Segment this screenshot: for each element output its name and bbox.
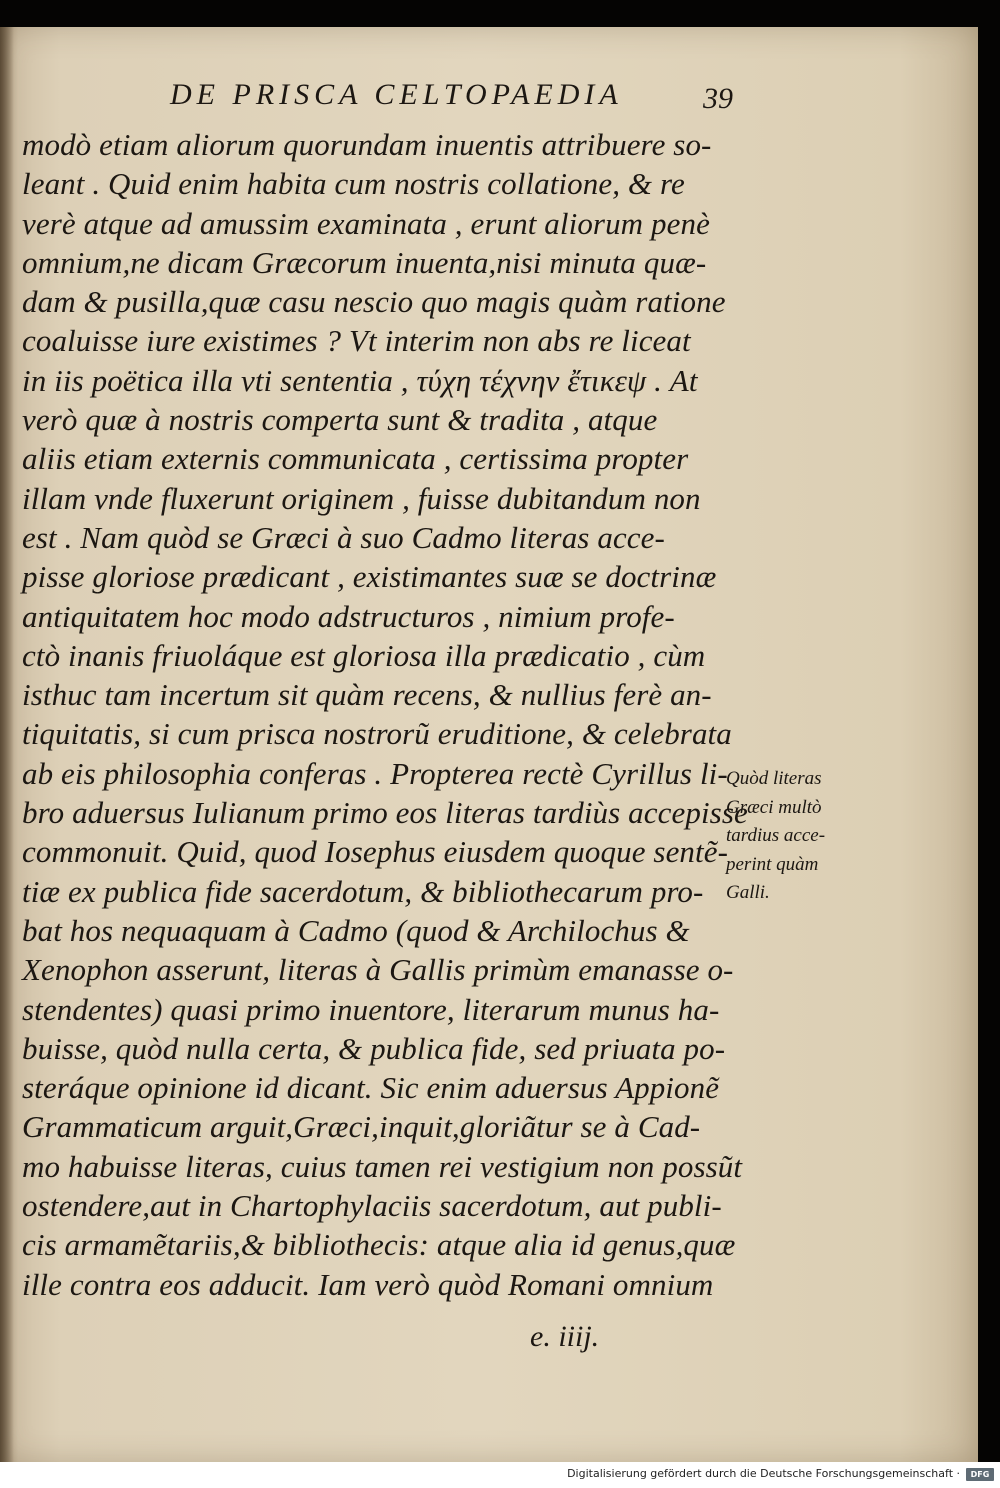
text-line: tiquitatis, si cum prisca nostrorũ eruditione, & celebrata (22, 716, 732, 752)
text-line: coaluisse iure existimes ? Vt interim non abs re liceat (22, 323, 691, 359)
text-line: bro aduersus Iulianum primo eos literas tardiùs accepisse (22, 795, 748, 831)
page-number: 39 (703, 82, 733, 115)
dfg-logo-text: DFG (970, 1470, 990, 1479)
text-line: in iis poëtica illa vti sententia , τύχη τέχνην ἔτικεψ . At (22, 362, 698, 398)
text-line: cis armamẽtariis,& bibliothecis: atque alia id genus,quæ (22, 1227, 736, 1263)
text-line: mo habuisse literas, cuius tamen rei vestigium non possũt (22, 1148, 743, 1184)
text-line: Grammaticum arguit,Græci,inquit,gloriãtur se à Cad- (22, 1109, 701, 1145)
text-line: isthuc tam incertum sit quàm recens, & nullius ferè an- (22, 677, 712, 713)
text-line: bat hos nequaquam à Cadmo (quod & Archilochus & (22, 912, 690, 948)
text-line: leant . Quid enim habita cum nostris collatione, & re (22, 166, 685, 202)
text-line: tiæ ex publica fide sacerdotum, & bibliothecarum pro- (22, 873, 704, 909)
text-line: ostendere,aut in Chartophylaciis sacerdotum, aut publi- (22, 1188, 722, 1224)
text-line: pisse gloriose prædicant , existimantes suæ se doctrinæ (22, 559, 717, 595)
text-line: commonuit. Quid, quod Iosephus eiusdem quoque sentẽ- (22, 834, 729, 870)
text-line: antiquitatem hoc modo adstructuros , nimium profe- (22, 598, 675, 634)
marginal-note-line: Galli. (726, 882, 770, 903)
text-line: verò quæ à nostris comperta sunt & tradita , atque (22, 402, 658, 438)
marginal-note-line: tardius acce- (726, 825, 826, 846)
text-line: modò etiam aliorum quorundam inuentis attribuere so- (22, 127, 712, 162)
text-line: omnium,ne dicam Græcorum inuenta,nisi minuta quæ- (22, 244, 707, 280)
body-text (22, 125, 748, 1304)
marginal-note-line: perint quàm (726, 853, 819, 875)
running-head: DE PRISCA CELTOPAEDIA (170, 78, 623, 111)
text-line: ctò inanis friuoláque est gloriosa illa prædicatio , cùm (22, 637, 706, 673)
funding-credit: Digitalisierung gefördert durch die Deutsche Forschungsgemeinschaft · (567, 1467, 960, 1480)
text-line: stendentes) quasi primo inuentore, literarum munus ha- (22, 991, 720, 1027)
dfg-logo-icon (966, 1468, 994, 1481)
text-line: ab eis philosophia conferas . Propterea rectè Cyrillus li- (22, 755, 728, 791)
text-line: Xenophon asserunt, literas à Gallis primùm emanasse o- (22, 952, 734, 988)
marginal-note-line: Quòd literas (726, 768, 822, 789)
text-line: ille contra eos adducit. Iam verò quòd Romani omnium (22, 1266, 714, 1302)
text-line: steráque opinione id dicant. Sic enim aduersus Appionẽ (22, 1070, 720, 1106)
text-line: dam & pusilla,quæ casu nescio quo magis quàm ratione (22, 284, 726, 320)
marginal-note (726, 765, 856, 908)
signature-mark: e. iiij. (530, 1320, 600, 1353)
text-line: verè atque ad amussim examinata , erunt aliorum penè (22, 205, 710, 241)
footer-bar (0, 1462, 1000, 1488)
text-line: aliis etiam externis communicata , certissima propter (22, 441, 689, 477)
text-line: est . Nam quòd se Græci à suo Cadmo literas acce- (22, 519, 665, 555)
marginal-note-line: Græci multò (726, 796, 822, 818)
text-line: buisse, quòd nulla certa, & publica fide, sed priuata po- (22, 1030, 726, 1066)
gutter-shadow (0, 27, 14, 1462)
text-line: illam vnde fluxerunt originem , fuisse dubitandum non (22, 480, 701, 516)
